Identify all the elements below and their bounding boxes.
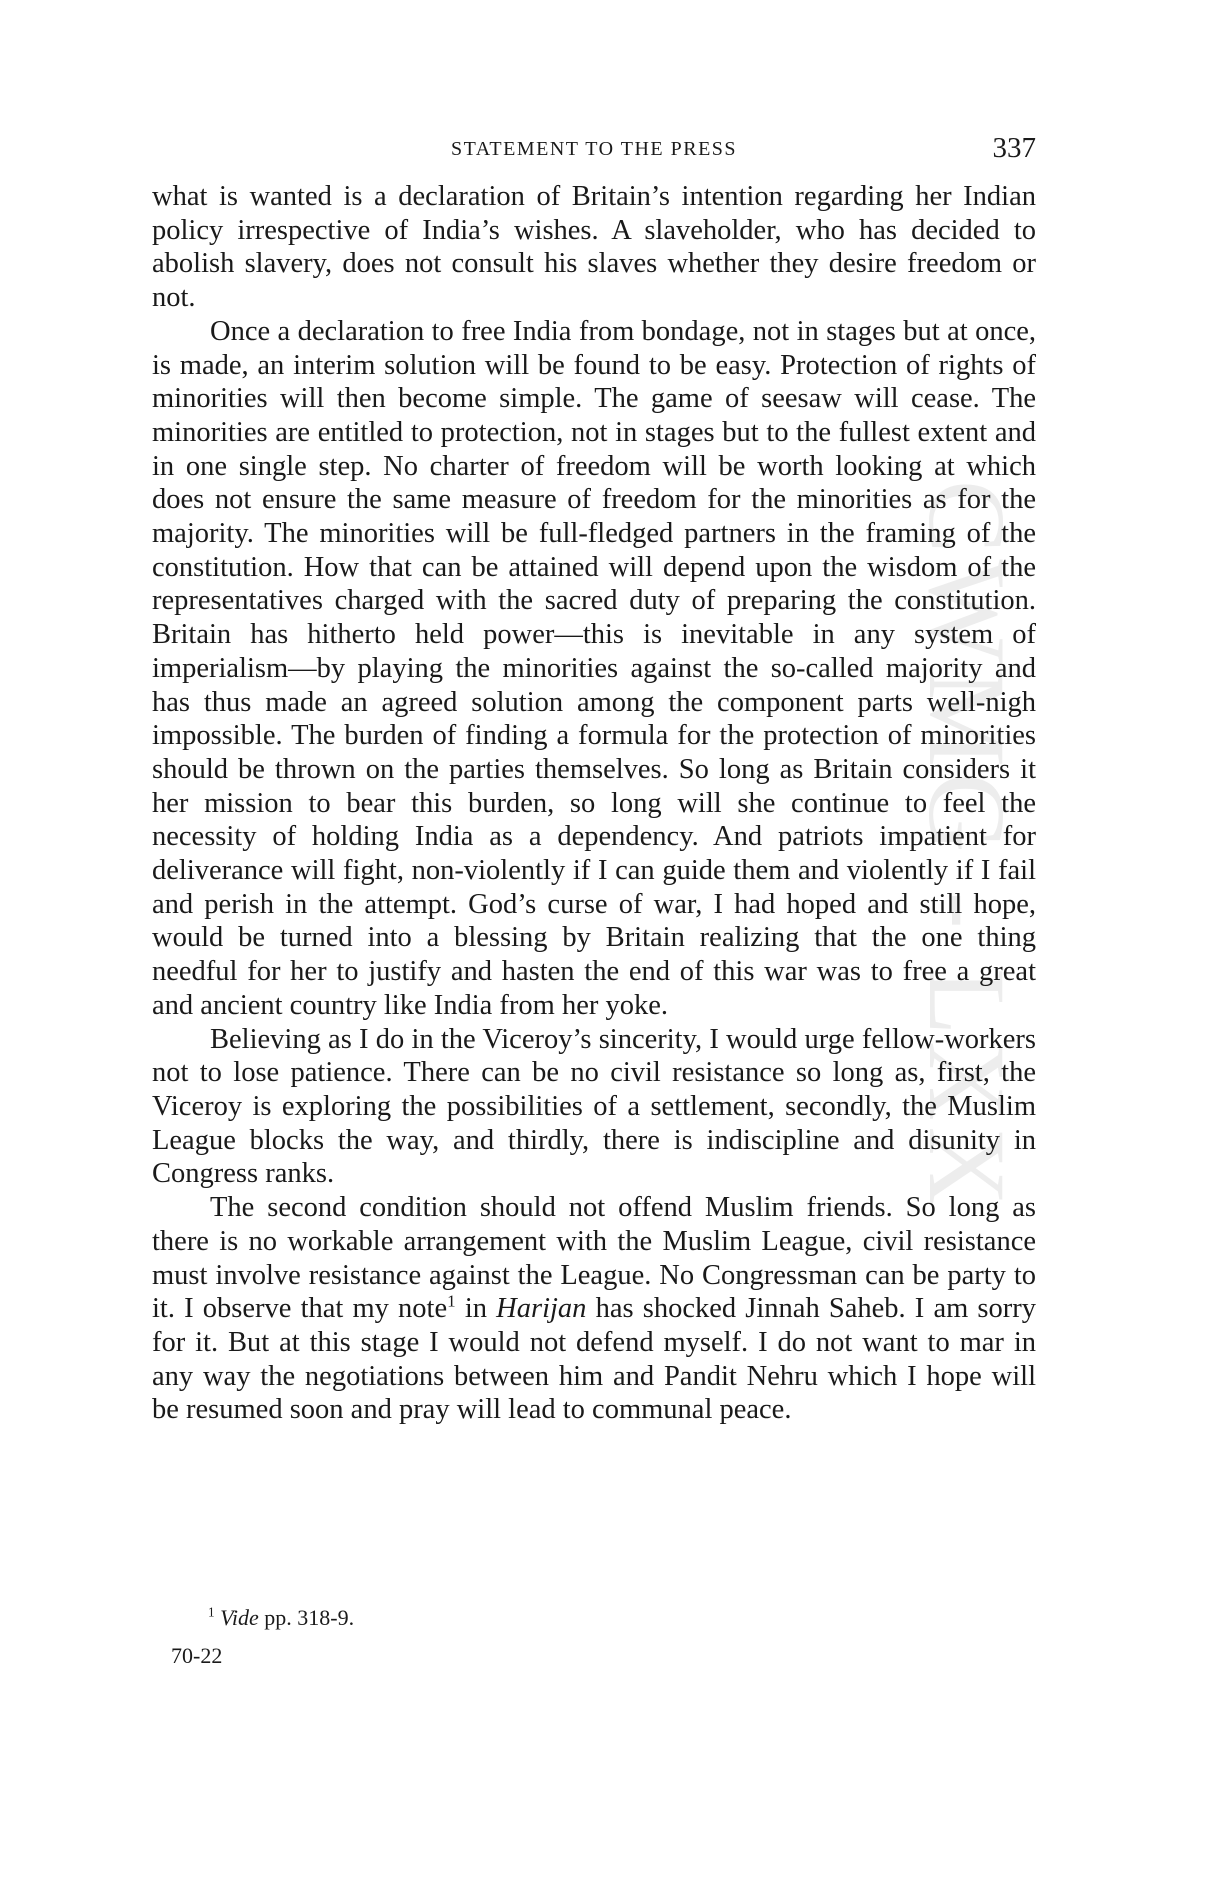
footnote-number: 1 — [208, 1604, 215, 1620]
footnotes — [152, 1605, 1036, 1631]
paragraph-4 — [152, 1191, 1036, 1427]
paragraph-4-text-c: has shocked Jinnah Saheb. I am sorry for it. But at this stage I would not defend myself. I do not want to mar in any way the negotiations between him and Pandit Nehru which I hope will be resumed soon and pray will lead to communal peace. — [152, 1293, 1036, 1426]
footnote-1 — [208, 1605, 1036, 1631]
harijan-title: Harijan — [496, 1293, 587, 1325]
paragraph-3: Believing as I do in the Viceroy’s sincerity, I would urge fellow-workers not to lose patience. There can be no civil resistance so long as, first, the Viceroy is exploring the possibilities of a settlement, secondly, the Muslim League blocks the way, and thirdly, there is indiscipline and disunity in Congress ranks. — [152, 1023, 1036, 1190]
footnote-text: pp. 318-9. — [258, 1605, 355, 1630]
footnote-vide: Vide — [220, 1605, 259, 1630]
paragraph-4-text-b: in — [455, 1293, 497, 1325]
page-number: 337 — [992, 132, 1036, 164]
signature-mark: 70-22 — [171, 1643, 223, 1668]
watermark: CWMG - LXX — [906, 480, 1028, 1213]
running-header — [152, 132, 1036, 172]
paragraph-1: what is wanted is a declaration of Britain’s intention regarding her Indian policy irrespective of India’s wishes. A slaveholder, who has decided to abolish slavery, does not consult his slaves whether they desire freedom or not. — [152, 181, 1036, 314]
running-title: STATEMENT TO THE PRESS — [450, 138, 738, 160]
body-text — [152, 180, 1036, 1427]
footnote-reference: 1 — [447, 1291, 456, 1311]
paragraph-2: Once a declaration to free India from bondage, not in stages but at once, is made, an interim solution will be found to be easy. Protection of rights of minorities will then become simple. The game of seesaw will cease. The minorities are entitled to protection, not in stages but to the fullest extent and in one single step. No charter of freedom will be worth looking at which does not ensure the same measure of freedom for the minorities as for the majority. The minorities will be full-fledged partners in the framing of the constitution. How that can be attained will depend upon the wisdom of the representatives charged with the sacred duty of preparing the constitution. Britain has hitherto held power—this is inevitable in any system of imperialism—by playing the minorities against the so-called majority and has thus made an agreed solution among the component parts well-nigh impossible. The burden of finding a formula for the protection of minorities should be thrown on the parties themselves. So long as Britain considers it her mission to bear this burden, so long will she continue to feel the necessity of holding India as a dependency. And patriots impatient for deliverance will fight, non-violently if I can guide them and violently if I fail and perish in the attempt. God’s curse of war, I had hoped and still hope, would be turned into a blessing by Britain realizing that the one thing needful for her to justify and hasten the end of this war was to free a great and ancient country like India from her yoke. — [152, 315, 1036, 1021]
paragraph-4-text-a: The second condition should not offend Muslim friends. So long as there is no workable arrangement with the Muslim League, civil resistance must involve resistance against the League. No Congressman can be party to it. I observe that my note — [152, 1192, 1036, 1325]
